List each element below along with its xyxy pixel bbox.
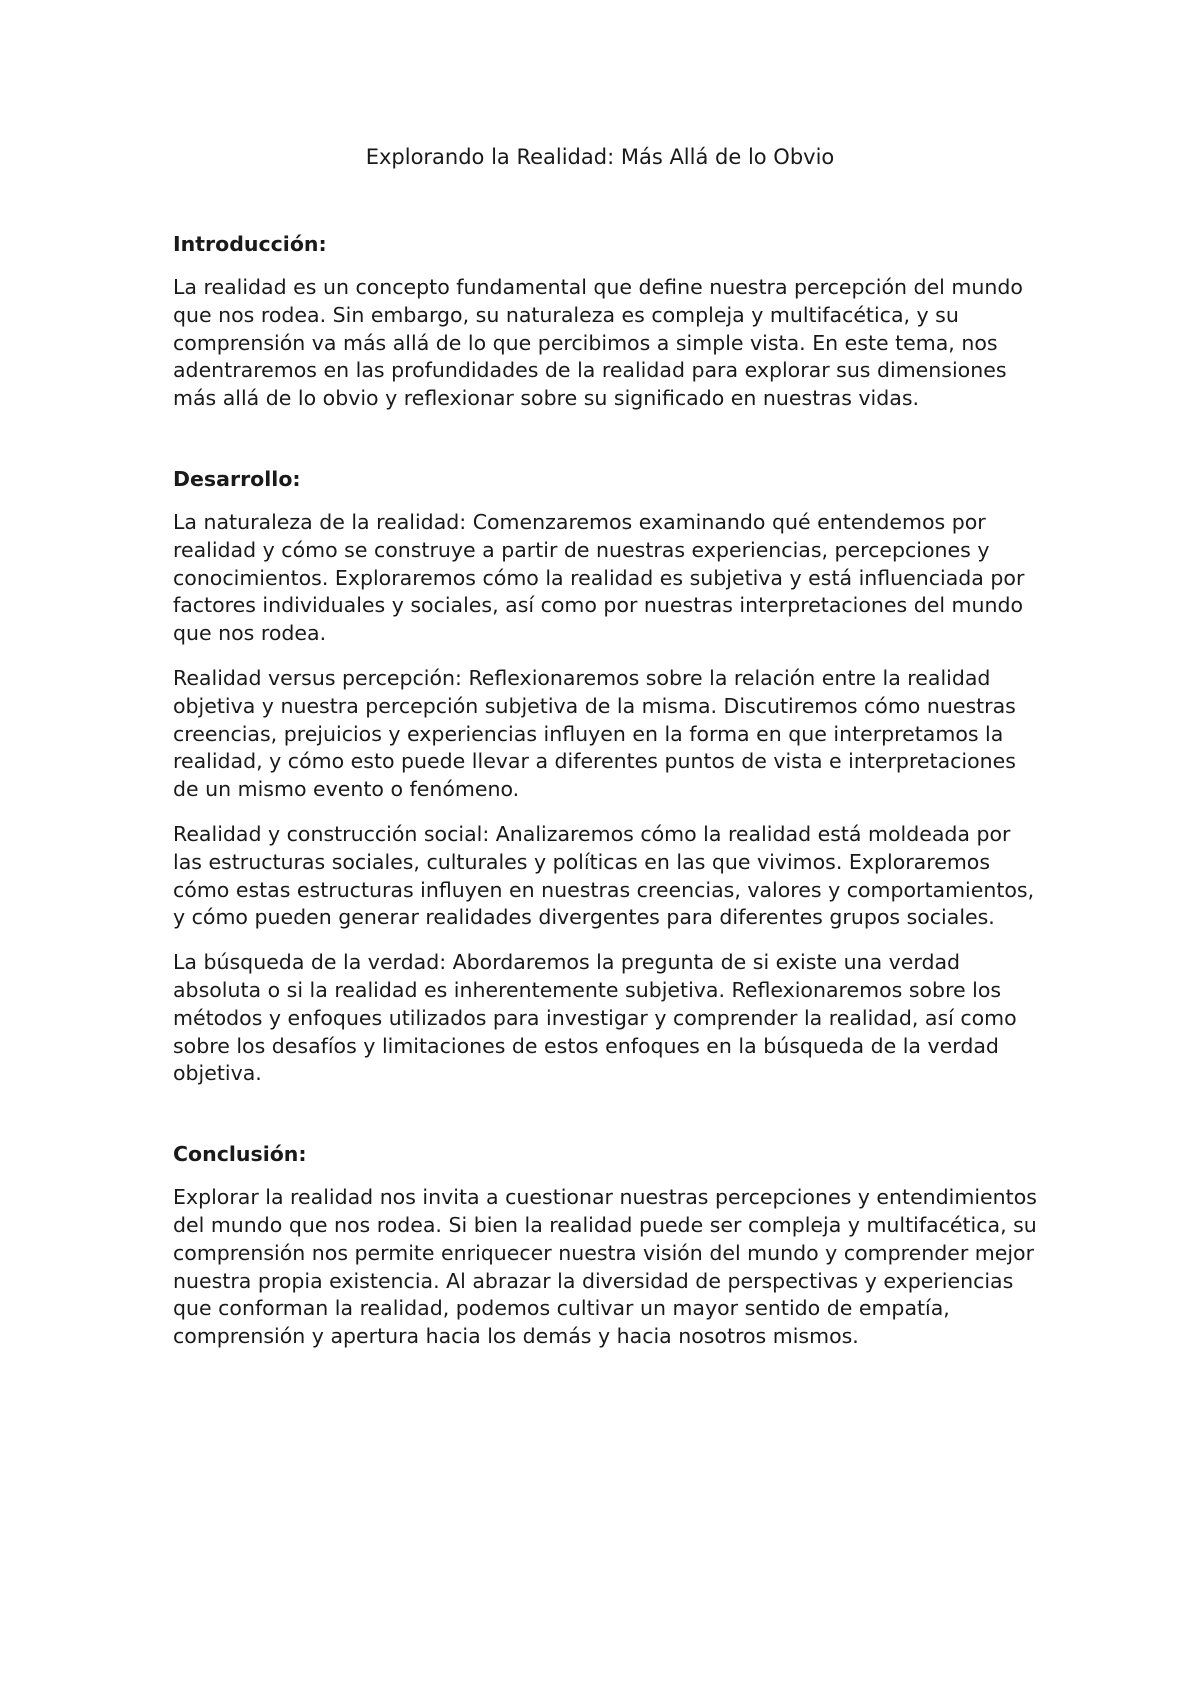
- section-introduction: [173, 230, 1045, 413]
- paragraph: La búsqueda de la verdad: Abordaremos la pregunta de si existe una verdad absoluta o si la realidad es inherentemente subjetiva. Reflexionaremos sobre los métodos y enfoques utilizados para investigar y comprender la realidad, así como sobre los desafíos y limitaciones de estos enfoques en la búsqueda de la verdad objetiva.: [173, 950, 1017, 1086]
- section-heading: Desarrollo:: [173, 466, 301, 491]
- paragraph: La naturaleza de la realidad: Comenzaremos examinando qué entendemos por realidad y cómo se construye a partir de nuestras experiencias, percepciones y conocimientos. Exploraremos cómo la realidad es subjetiva y está influenciada por factores individuales y sociales, así como por nuestras interpretaciones del mundo que nos rodea.: [173, 509, 1025, 646]
- paragraph: Explorar la realidad nos invita a cuestionar nuestras percepciones y entendimientos del mundo que nos rodea. Si bien la realidad puede ser compleja y multifacética, su comprensión nos permite enriquecer nuestra visión del mundo y comprender mejor nuestra propia existencia. Al abrazar la diversidad de perspectivas y experiencias que conforman la realidad, podemos cultivar un mayor sentido de empatía, comprensión y apertura hacia los demás y hacia nosotros mismos.: [173, 1185, 1037, 1349]
- paragraph: Realidad y construcción social: Analizaremos cómo la realidad está moldeada por las estructuras sociales, culturales y políticas en las que vivimos. Exploraremos cómo estas estructuras influyen en nuestras creencias, valores y comportamientos, y cómo pueden generar realidades divergentes para diferentes grupos sociales.: [173, 821, 1035, 930]
- section-heading: Conclusión:: [173, 1142, 307, 1167]
- document-body: [173, 230, 1045, 1368]
- document-title: Explorando la Realidad: Más Allá de lo Obvio: [365, 145, 835, 169]
- section-heading: Introducción:: [173, 232, 327, 256]
- section-development: [173, 465, 1045, 1088]
- paragraph: La realidad es un concepto fundamental que define nuestra percepción del mundo que nos rodea. Sin embargo, su naturaleza es compleja y multifacética, y su comprensión va más allá de lo que percibimos a simple vista. En este tema, nos adentraremos en las profundidades de la realidad para explorar sus dimensiones más allá de lo obvio y reflexionar sobre su significado en nuestras vidas.: [173, 275, 1023, 411]
- paragraph: Realidad versus percepción: Reflexionaremos sobre la relación entre la realidad objetiva y nuestra percepción subjetiva de la misma. Discutiremos cómo nuestras creencias, prejuicios y experiencias influyen en la forma en que interpretamos la realidad, y cómo esto puede llevar a diferentes puntos de vista e interpretaciones de un mismo evento o fenómeno.: [173, 665, 1016, 802]
- section-conclusion: [173, 1140, 1045, 1351]
